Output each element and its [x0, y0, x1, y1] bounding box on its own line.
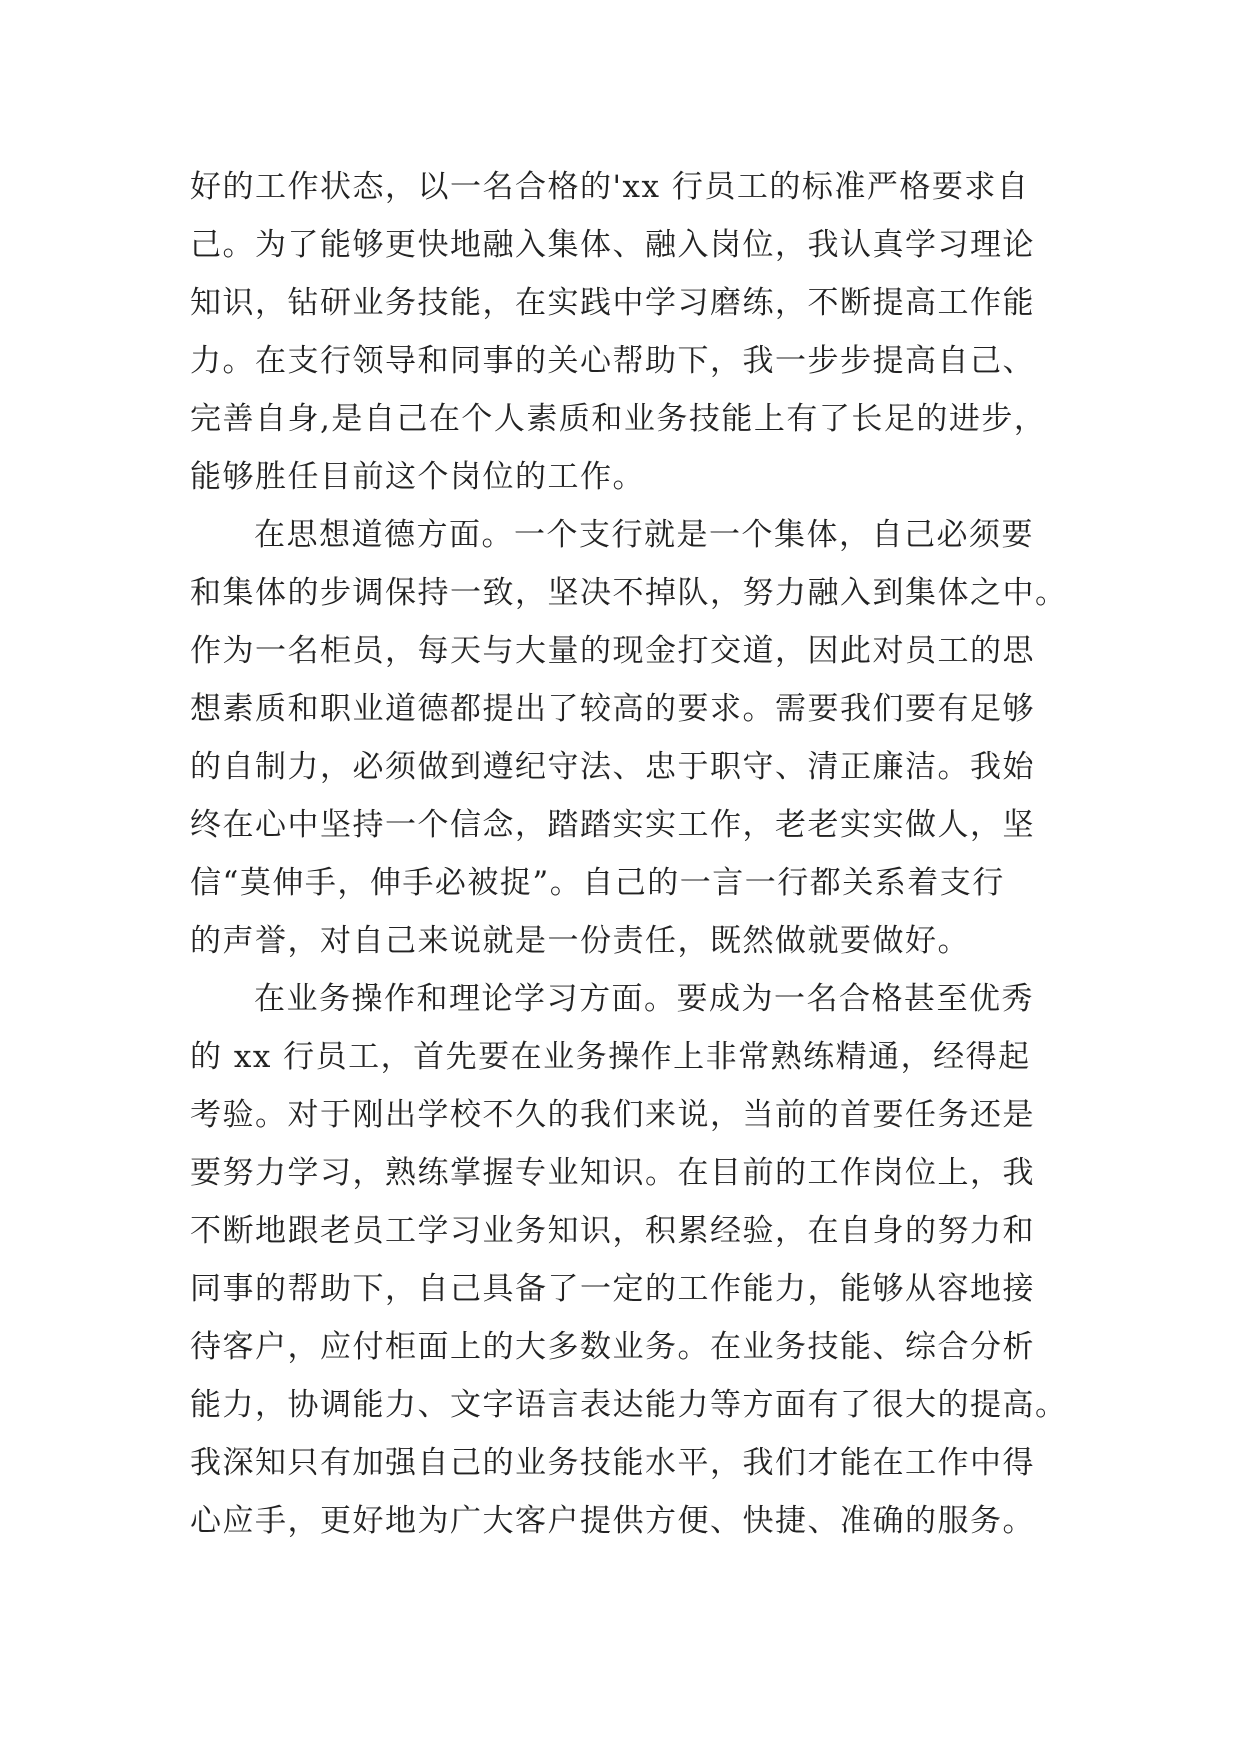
text-line: 完善自身,是自己在个人素质和业务技能上有了长足的进步， [190, 401, 1047, 437]
text-line: 要努力学习，熟练掌握专业知识。在目前的工作岗位上，我 [190, 1155, 1035, 1191]
text-line: 的声誉，对自己来说就是一份责任，既然做就要做好。 [190, 923, 970, 959]
text-line: 能够胜任目前这个岗位的工作。 [190, 459, 645, 495]
paragraph-start-line: 在思想道德方面。一个支行就是一个集体，自己必须要 [254, 517, 1034, 553]
text-line: 同事的帮助下，自己具备了一定的工作能力，能够从容地接 [190, 1271, 1035, 1307]
text-line: 信“莫伸手，伸手必被捉”。自己的一言一行都关系着支行 [190, 865, 1005, 901]
body-text [190, 158, 1070, 1550]
text-line: 力。在支行领导和同事的关心帮助下，我一步步提高自己、 [190, 343, 1035, 379]
text-line: 的自制力，必须做到遵纪守法、忠于职守、清正廉洁。我始 [190, 749, 1035, 785]
text-line: 待客户，应付柜面上的大多数业务。在业务技能、综合分析 [190, 1329, 1035, 1365]
text-line: 作为一名柜员，每天与大量的现金打交道，因此对员工的思 [190, 633, 1035, 669]
text-line: 己。为了能够更快地融入集体、融入岗位，我认真学习理论 [190, 227, 1035, 263]
text-line: 想素质和职业道德都提出了较高的要求。需要我们要有足够 [190, 691, 1035, 727]
text-line: 能力，协调能力、文字语言表达能力等方面有了很大的提高。 [190, 1387, 1068, 1423]
text-line: 知识，钻研业务技能，在实践中学习磨练，不断提高工作能 [190, 285, 1035, 321]
text-line: 我深知只有加强自己的业务技能水平，我们才能在工作中得 [190, 1445, 1035, 1481]
text-line: 终在心中坚持一个信念，踏踏实实工作，老老实实做人，坚 [190, 807, 1035, 843]
text-line: 考验。对于刚出学校不久的我们来说，当前的首要任务还是 [190, 1097, 1035, 1133]
text-line: 和集体的步调保持一致，坚决不掉队，努力融入到集体之中。 [190, 575, 1068, 611]
text-line: 不断地跟老员工学习业务知识，积累经验，在自身的努力和 [190, 1213, 1035, 1249]
text-line: 好的工作状态，以一名合格的'xx 行员工的标准严格要求自 [190, 169, 1030, 205]
text-line: 的 xx 行员工，首先要在业务操作上非常熟练精通，经得起 [190, 1039, 1031, 1075]
text-line: 心应手，更好地为广大客户提供方便、快捷、准确的服务。 [190, 1503, 1035, 1539]
paragraph-start-line: 在业务操作和理论学习方面。要成为一名合格甚至优秀 [254, 981, 1034, 1017]
